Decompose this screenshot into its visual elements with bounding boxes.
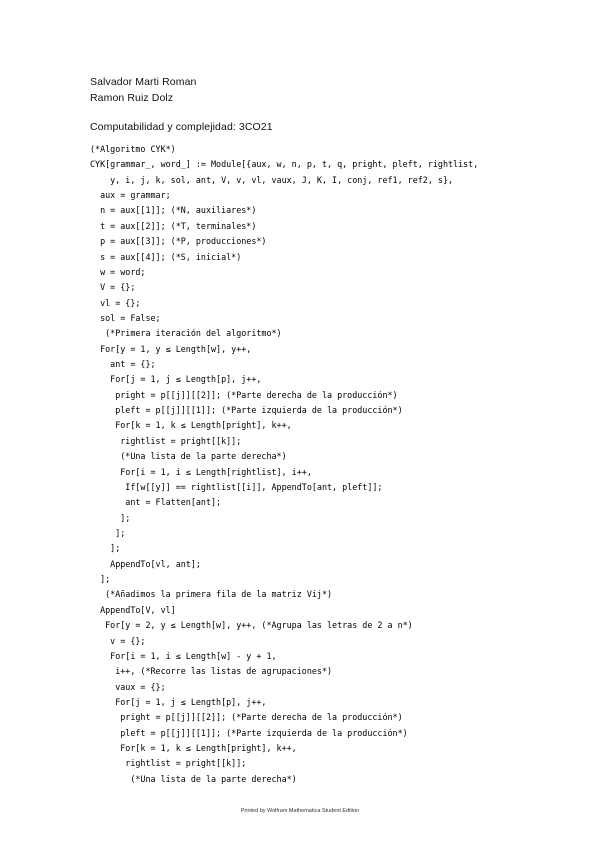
code-line: aux = grammar; — [90, 190, 171, 201]
code-line: ]; — [90, 527, 126, 538]
code-line: For[i = 1, i ≤ Length[rightlist], i++, — [90, 466, 312, 477]
code-line: For[k = 1, k ≤ Length[pright], k++, — [90, 743, 297, 754]
code-line: For[j = 1, j ≤ Length[p], j++, — [90, 374, 262, 385]
code-line: For[k = 1, k ≤ Length[pright], k++, — [90, 420, 292, 431]
code-line: ant = Flatten[ant]; — [90, 497, 222, 508]
code-line: For[i = 1, i ≤ Length[w] - y + 1, — [90, 650, 277, 661]
code-line: (*Primera iteración del algoritmo*) — [90, 328, 282, 339]
code-line: pright = p[[j]][[2]]; (*Parte derecha de la producción*) — [90, 389, 398, 400]
code-line: pright = p[[j]][[2]]; (*Parte derecha de la producción*) — [90, 712, 403, 723]
code-line: (*Una lista de la parte derecha*) — [90, 451, 287, 462]
code-line: AppendTo[V, vl] — [90, 604, 176, 615]
code-line: p = aux[[3]]; (*P, producciones*) — [90, 236, 267, 247]
code-line: t = aux[[2]]; (*T, terminales*) — [90, 220, 257, 231]
code-line: For[y = 1, y ≤ Length[w], y++, — [90, 343, 252, 354]
code-line: (*Algoritmo CYK*) — [90, 144, 176, 154]
code-line: rightlist = pright[[k]]; — [90, 758, 247, 769]
code-line: w = word; — [90, 266, 146, 277]
course-title: Computabilidad y complejidad: 3CO21 — [90, 121, 273, 133]
code-line: s = aux[[4]]; (*S, inicial*) — [90, 251, 242, 262]
code-line: i++, (*Recorre las listas de agrupaciones*) — [90, 666, 333, 677]
code-line: CYK[grammar_, word_] := Module[{aux, w, n, p, t, q, pright, pleft, rightlist, — [90, 159, 479, 170]
code-line: ]; — [90, 512, 131, 523]
author-name-2: Ramon Ruiz Dolz — [90, 92, 174, 104]
code-line: pleft = p[[j]][[1]]; (*Parte izquierda de la producción*) — [90, 405, 403, 416]
code-line: ]; — [90, 543, 121, 554]
code-line: vl = {}; — [90, 297, 141, 308]
code-line: sol = False; — [90, 312, 161, 323]
code-line: y, i, j, k, sol, ant, V, v, vl, vaux, J, K, I, conj, ref1, ref2, s}, — [90, 174, 454, 185]
code-line: n = aux[[1]]; (*N, auxiliares*) — [90, 205, 257, 216]
author-name-1: Salvador Marti Roman — [90, 76, 197, 88]
code-line: If[w[[y]] == rightlist[[i]], AppendTo[ant, pleft]]; — [90, 481, 383, 492]
print-footer: Printed by Wolfram Mathematica Student Edition — [240, 808, 360, 814]
code-block — [90, 142, 478, 787]
code-line: AppendTo[vl, ant]; — [90, 558, 201, 569]
code-line: For[j = 1, j ≤ Length[p], j++, — [90, 696, 267, 707]
code-line: For[y = 2, y ≤ Length[w], y++, (*Agrupa las letras de 2 a n*) — [90, 620, 413, 631]
code-line: V = {}; — [90, 282, 136, 293]
code-line: rightlist = pright[[k]]; — [90, 435, 242, 446]
code-line: ant = {}; — [90, 359, 156, 370]
code-line: vaux = {}; — [90, 681, 166, 692]
code-line: v = {}; — [90, 635, 146, 646]
code-line: (*Una lista de la parte derecha*) — [90, 773, 297, 784]
code-line: pleft = p[[j]][[1]]; (*Parte izquierda de la producción*) — [90, 727, 408, 738]
code-line: ]; — [90, 574, 111, 585]
code-line: (*Añadimos la primera fila de la matriz Vij*) — [90, 589, 333, 600]
